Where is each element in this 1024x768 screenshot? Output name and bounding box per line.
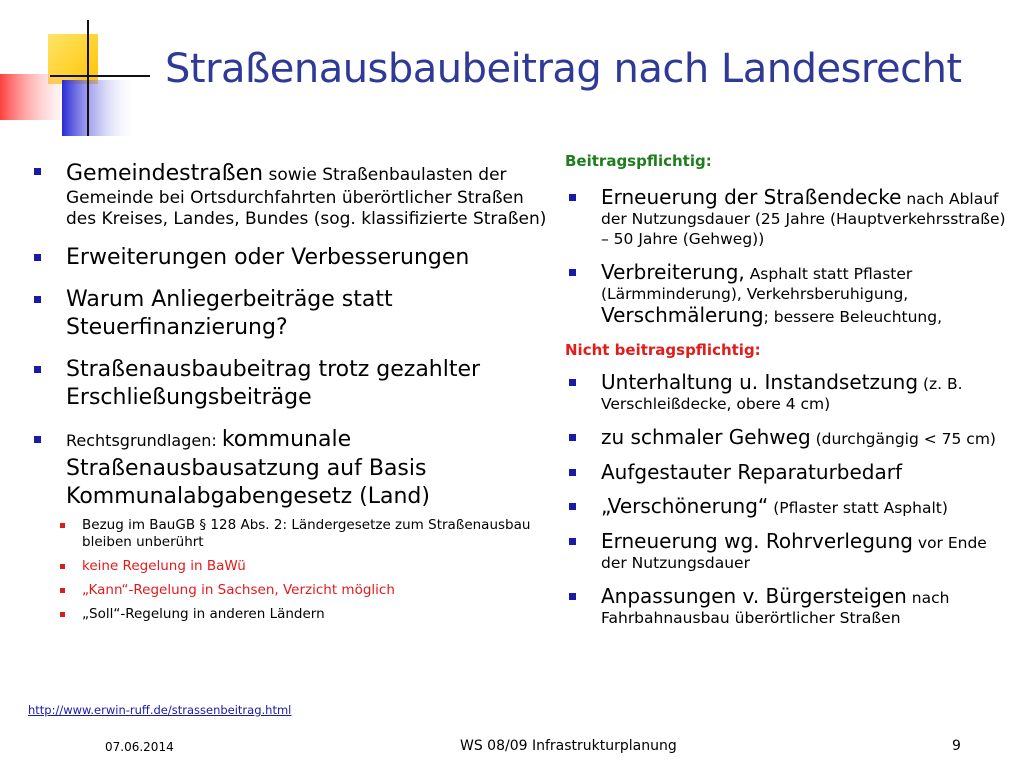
item-text: nach Ablauf der Nutzungsdauer (25 Jahre (Hauptverkehrsstraße) – 50 Jahre (Gehweg)) (601, 190, 1006, 248)
item-lead: Verbreiterung, (601, 260, 745, 284)
list-item (30, 426, 558, 511)
list-item (30, 160, 558, 230)
item-text: (z. B. Verschleißdecke, obere 4 cm) (601, 375, 963, 413)
sub-item: Bezug im BauGB § 128 Abs. 2: Ländergesetze zum Straßenausbau bleiben unberührt (0, 517, 558, 551)
item-lead-2: Verschmälerung (601, 303, 764, 327)
footer-date: 07.06.2014 (105, 740, 174, 754)
sub-item: „Soll“-Regelung in anderen Ländern (0, 606, 558, 623)
item-lead: „Verschönerung“ (601, 494, 769, 518)
list-item (565, 426, 1015, 449)
heading-beitragspflichtig: Beitragspflichtig: (565, 152, 712, 170)
list-item (565, 261, 1015, 327)
list-item (565, 371, 1015, 414)
decorative-squares-logo (0, 0, 150, 140)
item-lead: Erneuerung wg. Rohrverlegung (601, 529, 913, 553)
heading-nicht-beitragspflichtig: Nicht beitragspflichtig: (565, 341, 761, 359)
footer-course: WS 08/09 Infrastrukturplanung (460, 738, 677, 754)
slide-title: Straßenausbaubeitrag nach Landesrecht (165, 46, 962, 92)
item-text: Asphalt statt Pflaster (Lärmminderung), Verkehrsberuhigung, (601, 265, 913, 303)
list-item: Erweiterungen oder Verbesserungen (30, 244, 558, 272)
item-lead: zu schmaler Gehweg (601, 425, 811, 449)
item-lead: Aufgestauter Reparaturbedarf (601, 460, 903, 484)
item-lead: Erneuerung der Straßendecke (601, 185, 902, 209)
item-lead: Gemeindestraßen (66, 161, 264, 186)
sub-item: keine Regelung in BaWü (0, 558, 558, 575)
item-text: kommunale Straßenausbausatzung auf Basis Kommunalabgabengesetz (Land) (66, 427, 430, 509)
list-item: Straßenausbaubeitrag trotz gezahlter Erschließungsbeiträge (30, 356, 558, 412)
item-lead: Anpassungen v. Bürgersteigen (601, 584, 907, 608)
item-text: sowie Straßenbaulasten der Gemeinde bei Ortsdurchfahrten überörtlicher Straßen des Kreises, Landes, Bundes (sog. klassifizierte Straßen) (66, 165, 547, 229)
source-link[interactable]: http://www.erwin-ruff.de/strassenbeitrag.html (28, 703, 292, 717)
item-text: (Pflaster statt Asphalt) (768, 499, 948, 517)
item-lead: Rechtsgrundlagen: (66, 431, 222, 450)
item-text: nach Fahrbahnausbau überörtlicher Straßen (601, 589, 950, 627)
item-text: vor Ende der Nutzungsdauer (601, 534, 987, 572)
item-text-2: ; bessere Beleuchtung, (763, 308, 943, 326)
sub-item: „Kann“-Regelung in Sachsen, Verzicht möglich (0, 582, 558, 599)
list-item (565, 186, 1015, 249)
footer-page-number: 9 (952, 738, 961, 754)
list-item: Warum Anliegerbeiträge statt Steuerfinanzierung? (30, 286, 558, 342)
right-column (565, 152, 1015, 640)
list-item (565, 495, 1015, 518)
list-item (565, 461, 1015, 483)
item-text: (durchgängig < 75 cm) (810, 430, 996, 448)
item-lead: Unterhaltung u. Instandsetzung (601, 370, 919, 394)
list-item (565, 530, 1015, 573)
list-item (565, 585, 1015, 628)
left-column (30, 160, 558, 630)
